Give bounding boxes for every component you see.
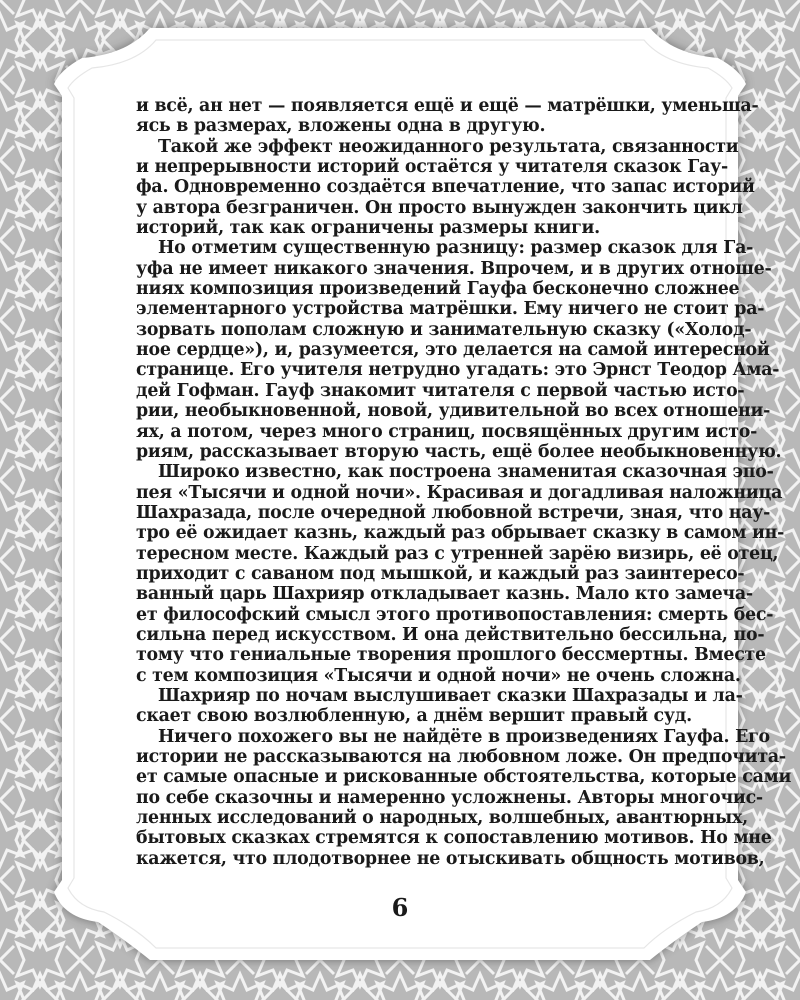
text-line: скает свою возлюбленную, а днём вершит правый суд. — [136, 706, 692, 727]
text-line: сильна перед искусством. И она действительно бессильна, по- — [136, 624, 765, 645]
text-line: истории не рассказываются на любовном ложе. Он предпочита- — [136, 747, 786, 767]
text-line: кажется, что плодотворнее не отыскивать общность мотивов, — [136, 848, 765, 869]
text-line: и непрерывности историй остаётся у читателя сказок Гау- — [136, 157, 728, 178]
text-line: элементарного устройства матрёшки. Ему ничего не стоит ра- — [136, 299, 765, 320]
text-line: ях, а потом, через много страниц, посвящённых другим исто- — [136, 421, 758, 442]
text-line: тому что гениальные творения прошлого бессмертны. Вместе — [136, 645, 766, 666]
text-line: ленных исследований о народных, волшебных, авантюрных, — [136, 808, 748, 829]
body-text — [136, 96, 792, 896]
text-line: Шахрияр по ночам выслушивает сказки Шахразады и ла- — [158, 685, 743, 706]
text-line: и всё, ан нет — появляется ещё и ещё — матрёшки, уменьша- — [136, 96, 759, 116]
text-line: Но отметим существенную разницу: размер сказок для Га- — [158, 238, 754, 259]
text-line: дей Гофман. Гауф знакомит читателя с первой частью исто- — [136, 380, 745, 401]
text-line: ет философский смысл этого противопоставления: смерть бес- — [136, 604, 774, 625]
text-line: ное сердце»), и, разумеется, это делается на самой интересной — [136, 340, 770, 361]
text-line: ясь в размерах, вложены одна в другую. — [136, 116, 546, 137]
text-line: уфа не имеет никакого значения. Впрочем, и в других отноше- — [136, 258, 772, 279]
text-line: историй, так как ограничены размеры книги. — [136, 218, 600, 239]
text-line: Широко известно, как построена знаменитая сказочная эпо- — [158, 462, 774, 483]
text-line: Такой же эффект неожиданного результата, связанности — [158, 136, 739, 157]
text-line: тересном месте. Каждый раз с утренней зарёю визирь, её отец, — [136, 543, 779, 564]
text-line: по себе сказочны и намеренно усложнены. Авторы многочис- — [136, 787, 763, 808]
text-line: рии, необыкновенной, новой, удивительной во всех отношени- — [136, 401, 771, 422]
text-line: ванный царь Шахрияр откладывает казнь. Мало кто замеча- — [136, 584, 753, 605]
text-line: ет самые опасные и рискованные обстоятельства, которые сами — [136, 767, 792, 788]
text-line: фа. Одновременно создаётся впечатление, что запас историй — [136, 177, 755, 198]
text-line: с тем композиция «Тысячи и одной ночи» не очень сложна. — [136, 665, 741, 686]
text-line: пея «Тысячи и одной ночи». Красивая и догадливая наложница — [136, 482, 783, 503]
text-line: бытовых сказках стремятся к сопоставлению мотивов. Но мне — [136, 828, 772, 849]
text-line: странице. Его учителя нетрудно угадать: это Эрнст Теодор Ама- — [136, 360, 780, 381]
text-line: риям, рассказывает вторую часть, ещё более необыкновенную. — [136, 441, 782, 462]
text-line: зорвать пополам сложную и занимательную сказку («Холод- — [136, 319, 752, 340]
text-line: приходит с саваном под мышкой, и каждый раз заинтересо- — [136, 563, 745, 584]
text-line: Ничего похожего вы не найдёте в произведениях Гауфа. Его — [158, 726, 770, 747]
text-line: у автора безграничен. Он просто вынужден закончить цикл — [136, 197, 743, 218]
text-line: тро её ожидает казнь, каждый раз обрывает сказку в самом ин- — [136, 523, 785, 544]
text-line: Шахразада, после очередной любовной встречи, зная, что нау- — [136, 502, 771, 523]
page-number: 6 — [391, 893, 409, 922]
text-line: ниях композиция произведений Гауфа бесконечно сложнее — [136, 279, 740, 300]
